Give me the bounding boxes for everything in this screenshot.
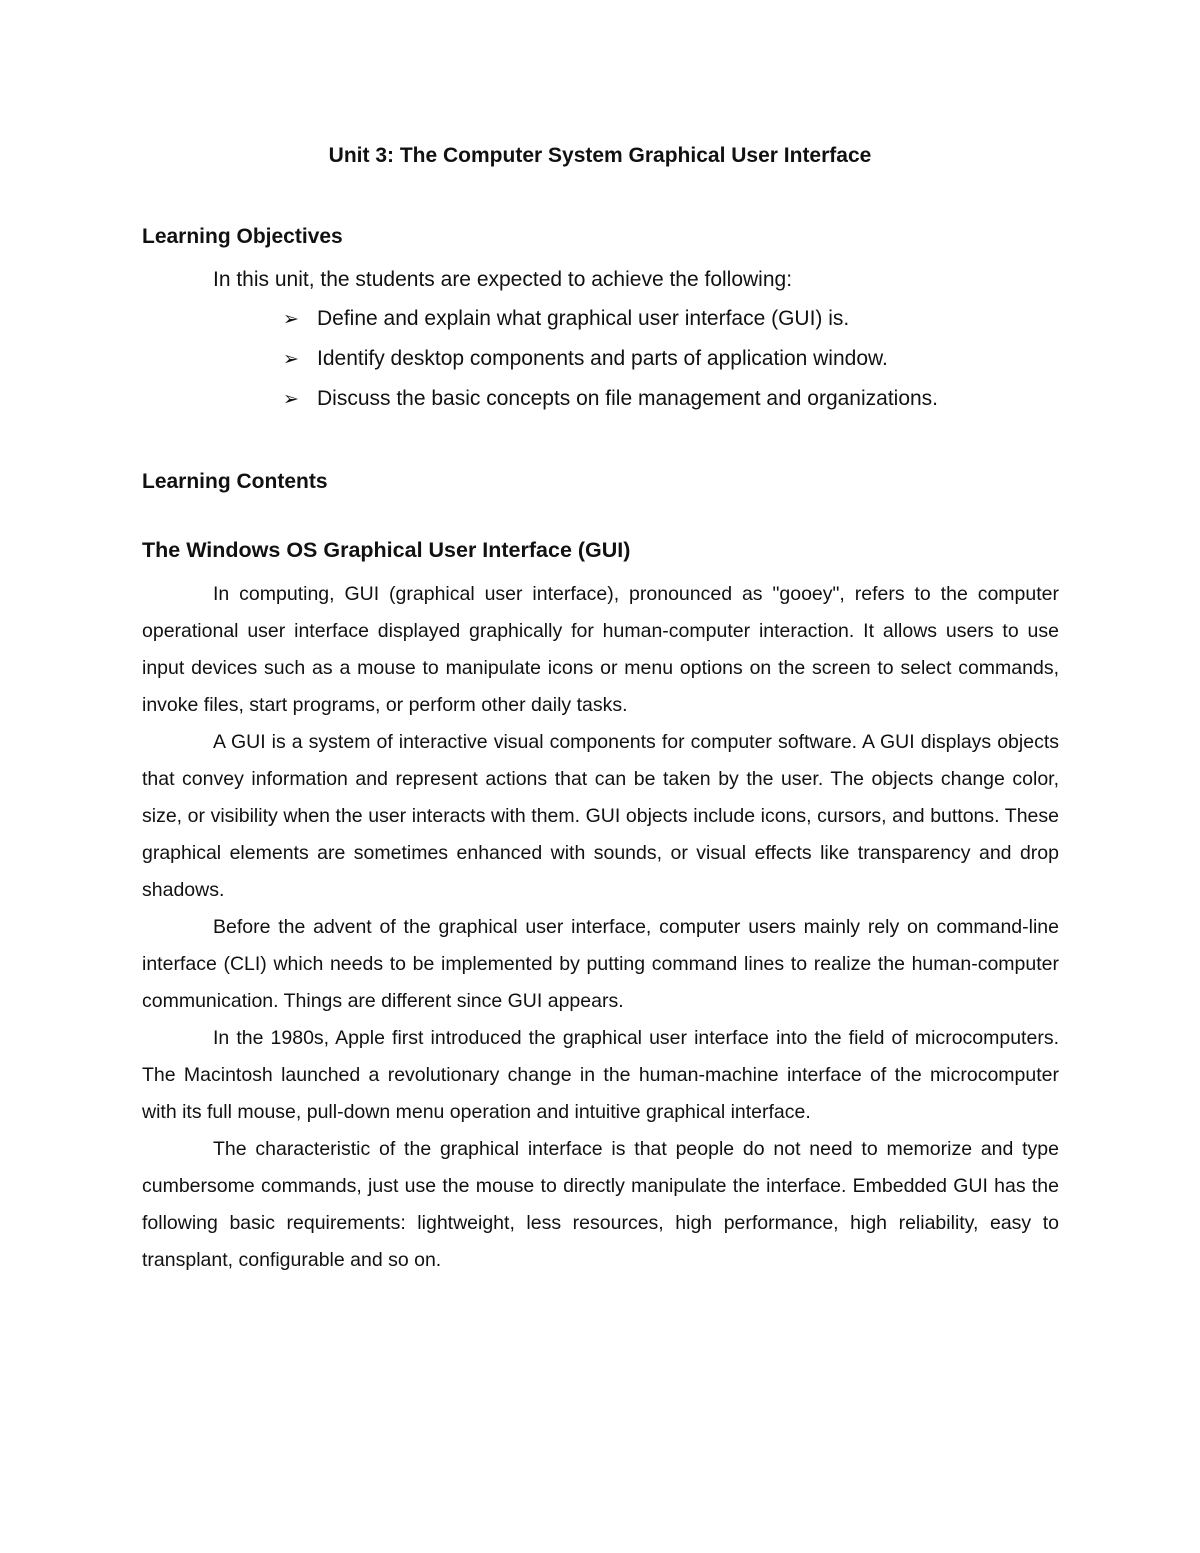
objective-text: Identify desktop components and parts of application window. xyxy=(317,347,888,370)
section-heading: The Windows OS Graphical User Interface (GUI) xyxy=(142,538,631,562)
objectives-list xyxy=(283,305,938,425)
objective-item xyxy=(283,305,938,333)
body-paragraph: The characteristic of the graphical interface is that people do not need to memorize and type cumbersome commands, just use the mouse to directly manipulate the interface. Embedded GUI has the following basic requirements: lightweight, less resources, high performance, high reliability, easy to transplant, configurable and so on. xyxy=(142,1138,1059,1271)
arrow-bullet-icon: ➢ xyxy=(283,349,299,370)
objectives-intro: In this unit, the students are expected to achieve the following: xyxy=(213,268,793,291)
objective-text: Define and explain what graphical user interface (GUI) is. xyxy=(317,307,850,330)
body-paragraph: Before the advent of the graphical user interface, computer users mainly rely on command-line interface (CLI) which needs to be implemented by putting command lines to realize the human-computer communication. Things are different since GUI appears. xyxy=(142,916,1059,1012)
arrow-bullet-icon: ➢ xyxy=(283,389,299,410)
learning-objectives-heading: Learning Objectives xyxy=(142,225,343,248)
body-text xyxy=(142,576,1059,1279)
objective-item xyxy=(283,345,938,373)
document-title: Unit 3: The Computer System Graphical User Interface xyxy=(328,144,872,167)
body-paragraph: In the 1980s, Apple first introduced the graphical user interface into the field of microcomputers. The Macintosh launched a revolutionary change in the human-machine interface of the microcomputer with its full mouse, pull-down menu operation and intuitive graphical interface. xyxy=(142,1027,1059,1123)
body-paragraph: In computing, GUI (graphical user interface), pronounced as "gooey", refers to the computer operational user interface displayed graphically for human-computer interaction. It allows users to use input devices such as a mouse to manipulate icons or menu options on the screen to select commands, invoke files, start programs, or perform other daily tasks. xyxy=(142,583,1059,716)
learning-contents-heading: Learning Contents xyxy=(142,470,328,493)
body-paragraph: A GUI is a system of interactive visual components for computer software. A GUI displays objects that convey information and represent actions that can be taken by the user. The objects change color, size, or visibility when the user interacts with them. GUI objects include icons, cursors, and buttons. These graphical elements are sometimes enhanced with sounds, or visual effects like transparency and drop shadows. xyxy=(142,731,1059,901)
objective-item xyxy=(283,385,938,413)
objective-text: Discuss the basic concepts on file management and organizations. xyxy=(317,387,939,410)
arrow-bullet-icon: ➢ xyxy=(283,309,299,330)
